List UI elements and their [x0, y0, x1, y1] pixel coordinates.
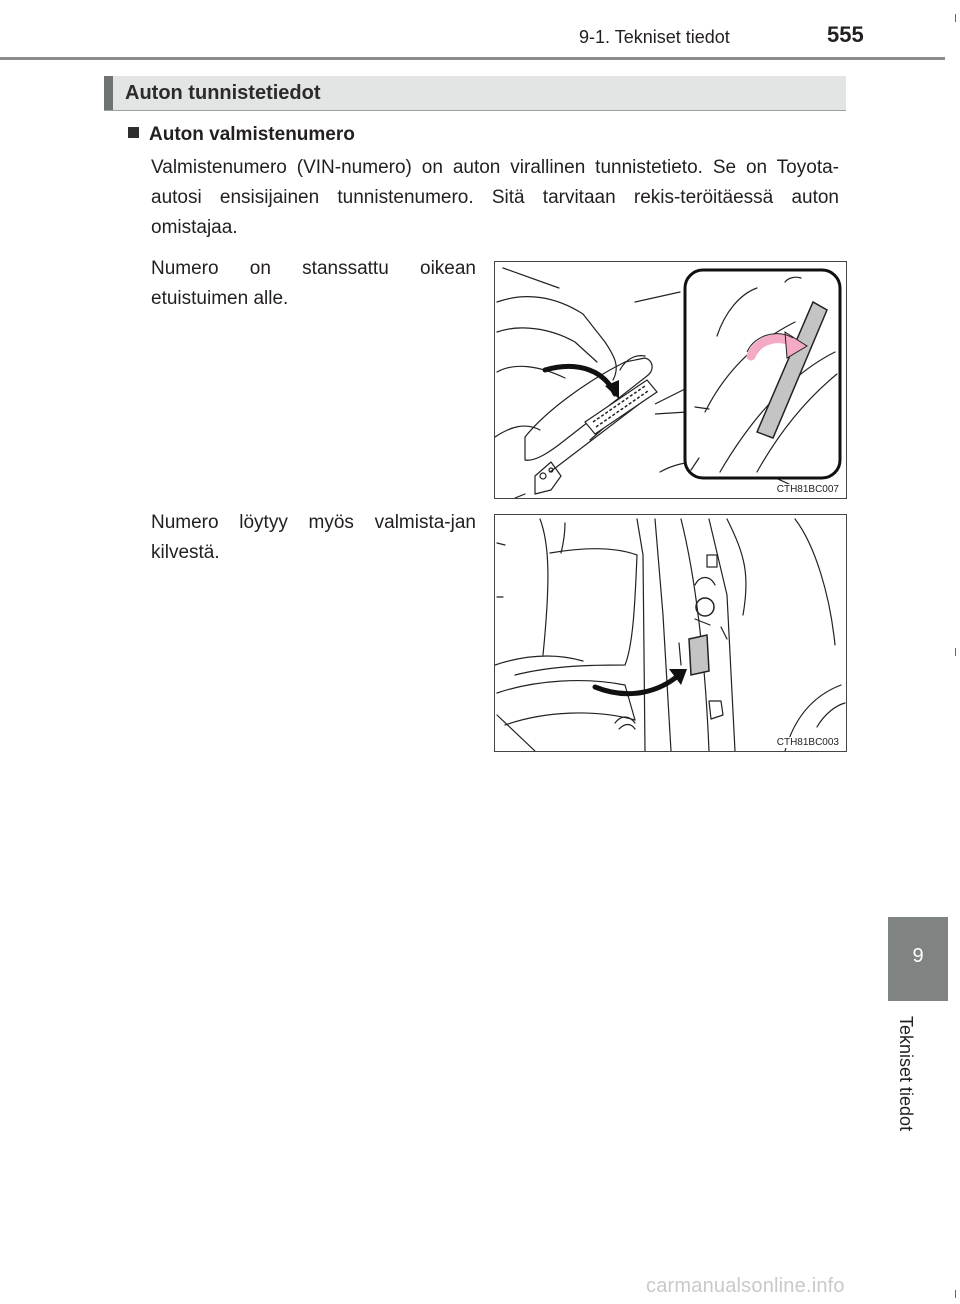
section-accent [104, 76, 113, 110]
chapter-number: 9 [912, 945, 924, 967]
chapter-label [895, 1016, 923, 1156]
chapter-label-text: Tekniset tiedot [896, 1016, 916, 1132]
figure-door-plate [494, 514, 847, 752]
running-title: 9-1. Tekniset tiedot [579, 27, 730, 47]
subsection-heading-text: Auton valmistenumero [149, 124, 355, 145]
chapter-tab [888, 917, 948, 1001]
seat-vin-illustration [495, 262, 846, 498]
section-title: Auton tunnistetiedot [125, 82, 321, 104]
watermark: carmanualsonline.info [646, 1275, 845, 1297]
header-rule [0, 57, 945, 60]
crop-mark [955, 648, 956, 656]
location-paragraph-seat: Numero on stanssattu oikean etuistuimen alle. [151, 258, 476, 309]
crop-mark [955, 14, 956, 22]
figure-code: CTH81BC003 [776, 737, 839, 748]
section-header [104, 76, 846, 111]
location-paragraph-plate: Numero löytyy myös valmista-jan kilvestä. [151, 512, 476, 563]
square-bullet-icon [128, 127, 139, 138]
page-number: 555 [827, 22, 864, 47]
crop-mark [955, 1290, 956, 1298]
door-plate-illustration [495, 515, 846, 751]
figure-code: CTH81BC007 [776, 484, 839, 495]
subsection-heading [128, 124, 355, 146]
intro-paragraph: Valmistenumero (VIN-numero) on auton virallinen tunnistetieto. Se on Toyota-autosi ensisijainen tunnistenumero. Sitä tarvitaan rekis-teröitäessä auton omistajaa. [151, 157, 839, 238]
figure-seat-vin [494, 261, 847, 499]
